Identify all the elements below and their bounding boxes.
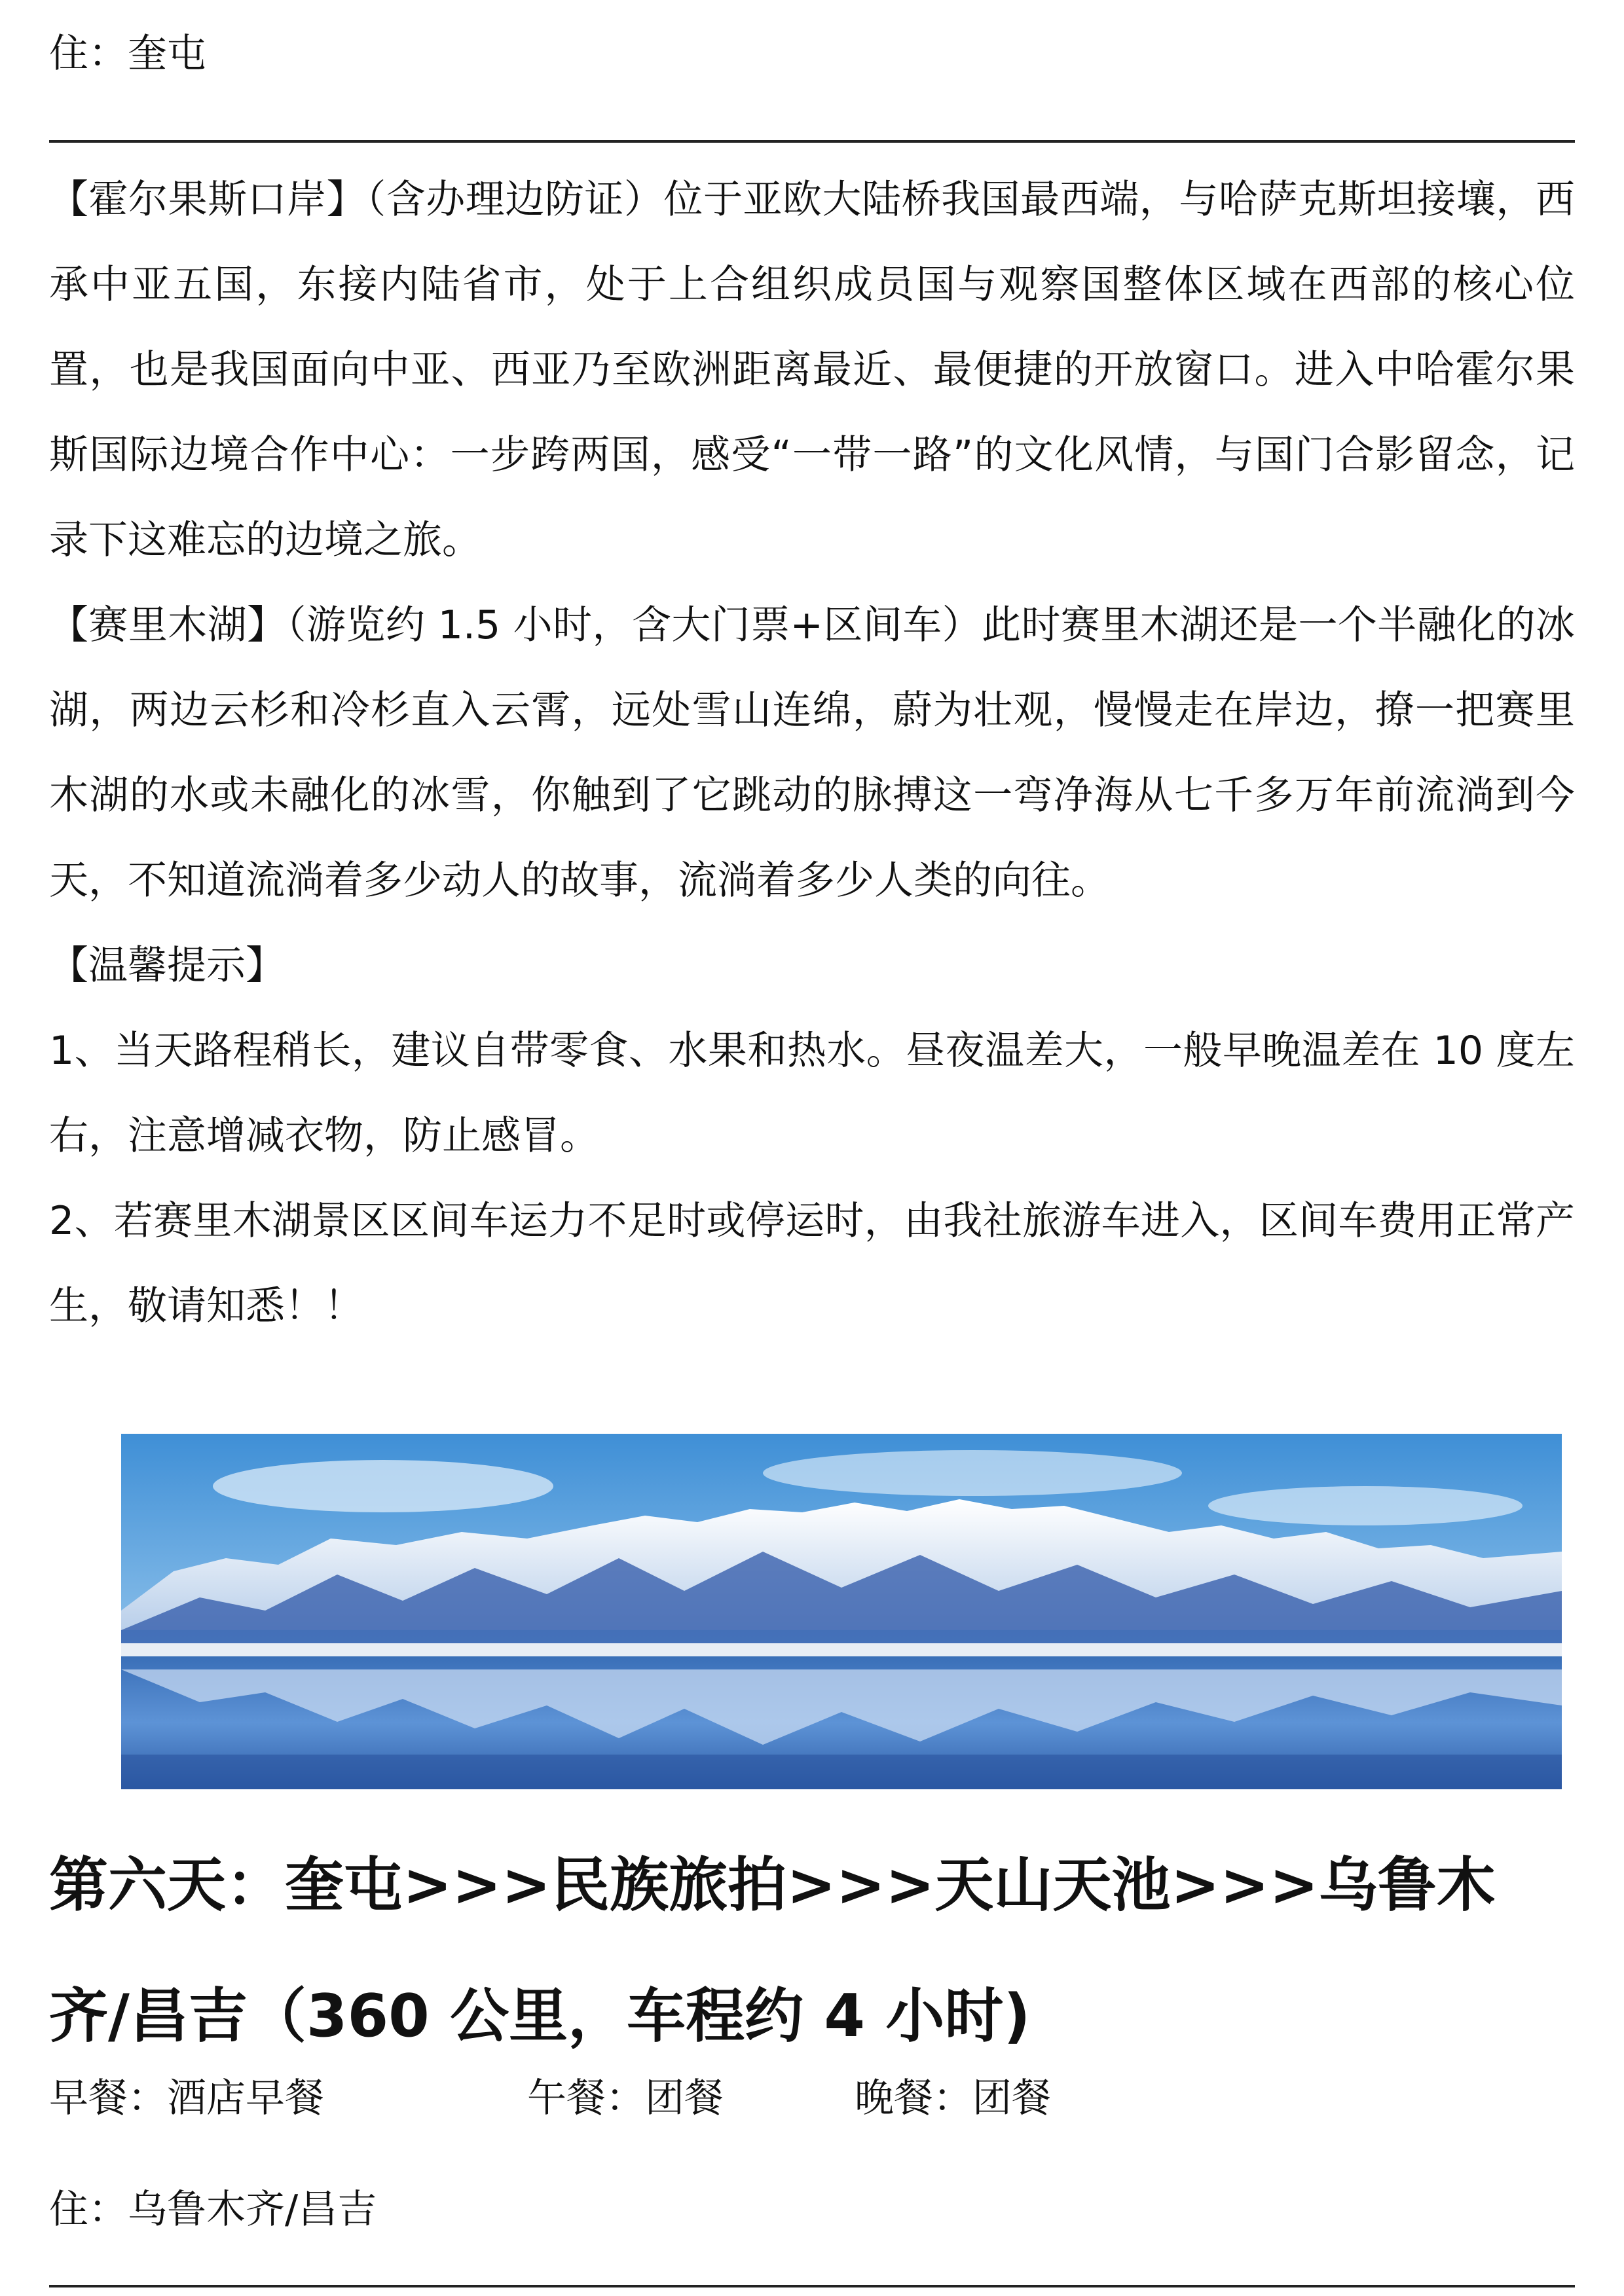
itinerary-body [49, 157, 1575, 1349]
tip-item-1: 1、当天路程稍长，建议自带零食、水果和热水。昼夜温差大，一般早晚温差在 10 度左右，注意增减衣物，防止感冒。 [49, 1028, 1575, 1159]
paragraph-khorgos-port: 【霍尔果斯口岸】（含办理边防证）位于亚欧大陆桥我国最西端，与哈萨克斯坦接壤，西承中亚五国，东接内陆省市，处于上合组织成员国与观察国整体区域在西部的核心位置，也是我国面向中亚、西亚乃至欧洲距离最近、最便捷的开放窗口。进入中哈霍尔果斯国际边境合作中心：一步跨两国，感受“一带一路”的文化风情，与国门合影留念，记录下这难忘的边境之旅。 [49, 177, 1575, 563]
tips-heading: 【温馨提示】 [49, 943, 285, 989]
lodging-line: 住：乌鲁木齐/昌吉 [49, 2187, 377, 2232]
paragraph-sayram-lake: 【赛里木湖】（游览约 1.5 小时，含大门票+区间车）此时赛里木湖还是一个半融化的冰湖，两边云杉和冷杉直入云霄，远处雪山连绵，蔚为壮观，慢慢走在岸边，撩一把赛里木湖的水或未融化的冰雪，你触到了它跳动的脉搏这一弯净海从七千多万年前流淌到今天，不知道流淌着多少动人的故事，流淌着多少人类的向往。 [49, 602, 1575, 903]
breakfast-label: 早餐：酒店早餐 [49, 2075, 324, 2121]
tip-item-2: 2、若赛里木湖景区区间车运力不足时或停运时，由我社旅游车进入，区间车费用正常产生，敬请知悉！！ [49, 1198, 1575, 1329]
divider-line [49, 140, 1575, 143]
divider-line [49, 2285, 1575, 2287]
sayram-lake-landscape-image [121, 1434, 1562, 1789]
dinner-label: 晚餐：团餐 [855, 2075, 1051, 2121]
lake-mountain-photo [121, 1434, 1562, 1789]
lodging-line: 住：奎屯 [49, 31, 206, 77]
day-six-title: 第六天：奎屯>>>民族旅拍>>>天山天池>>>乌鲁木齐/昌吉（360 公里，车程约 4 小时) [49, 1851, 1496, 2050]
lunch-label: 午餐：团餐 [527, 2075, 724, 2121]
